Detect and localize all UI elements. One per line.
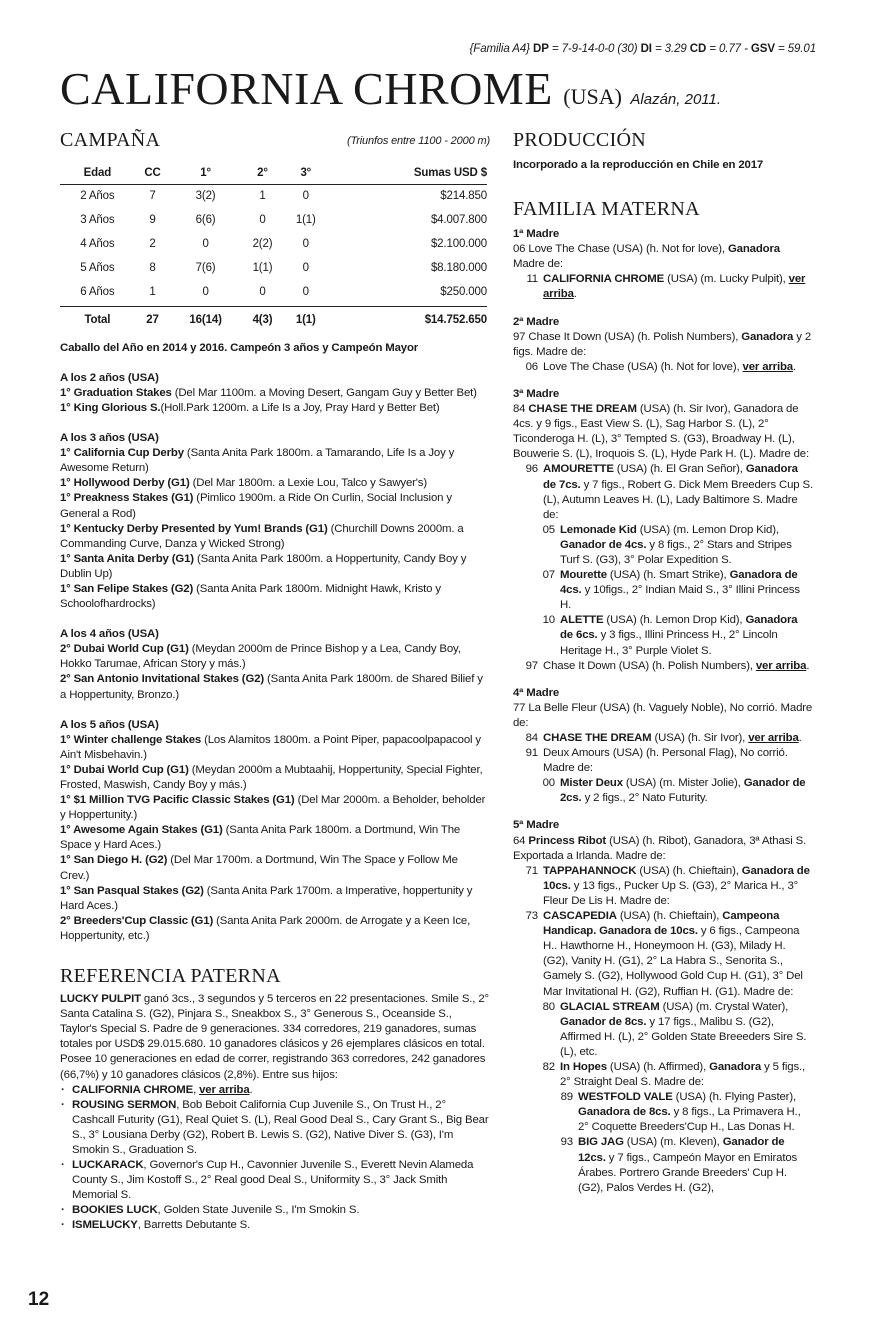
descendant-details: (USA) (h. Flying Paster), bbox=[672, 1091, 796, 1104]
offspring-name: ISMELUCKY bbox=[72, 1219, 138, 1232]
table-cell: 1 bbox=[149, 286, 156, 299]
madre-text: 84 bbox=[513, 403, 529, 416]
race-result bbox=[60, 446, 490, 476]
descendant-line bbox=[513, 864, 813, 909]
descendant-details: y 3 figs., Illini Princess H., 2° Lincoln Heritage H., 3° Purple Violet S. bbox=[560, 629, 778, 657]
descendant-details: . bbox=[798, 732, 802, 744]
race-details: (Santa Anita Park 2000m. de Arrogate y a Keen Ice, Hoppertunity, etc.) bbox=[60, 914, 471, 942]
descendant-line bbox=[513, 776, 813, 806]
race-result bbox=[60, 522, 490, 552]
descendant-line bbox=[513, 1090, 813, 1135]
descendant-name: TAPPAHANNOCK bbox=[543, 864, 637, 877]
madre-line bbox=[513, 257, 813, 272]
madre-text: 77 La Belle Fleur (USA) (h. Vaguely Noble), No corrió. Madre de: bbox=[513, 701, 813, 729]
descendant-details: y 7 figs., Robert G. Dick Mem Breeders Cup S. (L), Autumn Leaves H. (L), Lady Baltimore S. Madre de: bbox=[543, 478, 813, 521]
table-cell: 0 bbox=[202, 286, 209, 299]
table-row bbox=[60, 281, 487, 306]
race-details: (Santa Anita Park 1800m. de Shared Bilief y a Hoppertunity, Bronzo.) bbox=[60, 673, 483, 701]
table-row bbox=[60, 209, 487, 233]
race-details: (Santa Anita Park 1700m. a Imperative, hoppertunity y Hard Aces.) bbox=[60, 884, 473, 912]
table-cell: 1(1) bbox=[252, 262, 273, 275]
table-cell: $250.000 bbox=[440, 286, 487, 299]
table-cell: 0 bbox=[302, 286, 309, 299]
race-details: (Santa Anita Park 1800m. a Dortmund, Win The Space y Hard Aces.) bbox=[60, 824, 461, 852]
familia-materna bbox=[513, 221, 813, 1196]
offspring-list bbox=[60, 1083, 490, 1234]
madre-heading: 3ª Madre bbox=[513, 387, 560, 400]
descendant-name: In Hopes bbox=[560, 1060, 607, 1073]
birth-year: 00 bbox=[542, 777, 555, 790]
col-header: 1° bbox=[170, 162, 241, 185]
descendant-wins: Campeona Handicap. Ganadora de 10cs. bbox=[543, 910, 780, 938]
madre-text: (USA) (h. Sir Ivor), Ganadora de 4cs. y 9 figs., East View S. (L), Sag Harbor S. (L), 2° Ticonderoga H. (L), 3° Tempted S. (G3), Broadway H. (L), Bouwerie S. (L), Iroquois S. (L), Hyde Park H. (L). Madre de: bbox=[513, 403, 809, 461]
familia-label: {Familia A4} bbox=[469, 43, 530, 55]
descendant-text bbox=[555, 1060, 813, 1090]
offspring-name: LUCKARACK bbox=[72, 1159, 144, 1172]
descendant-line bbox=[513, 746, 813, 776]
descendant-line bbox=[513, 462, 813, 522]
descendant-text bbox=[538, 360, 813, 375]
col-header: Sumas USD $ bbox=[327, 162, 487, 185]
offspring-name: BOOKIES LUCK bbox=[72, 1204, 158, 1217]
left-column bbox=[60, 128, 490, 1234]
descendant-line bbox=[513, 1060, 813, 1090]
descendant-details: y 7 figs., Campeón Mayor en Emiratos Árabes. Portrero Grande Breeders' Cup H. (G2), Palos Verdes H. (G2), bbox=[578, 1151, 798, 1194]
table-cell: 2(2) bbox=[252, 238, 273, 251]
descendant-line bbox=[513, 523, 813, 568]
table-cell: 0 bbox=[202, 238, 209, 251]
race-name: 1° Dubai World Cup (G1) bbox=[60, 763, 189, 776]
race-name: 1° San Diego H. (G2) bbox=[60, 854, 168, 867]
descendant-details: (USA) (h. Smart Strike), bbox=[606, 569, 730, 582]
birth-year: 91 bbox=[525, 747, 538, 760]
race-result bbox=[60, 401, 490, 416]
table-cell: $2.100.000 bbox=[430, 238, 487, 251]
birth-year: 71 bbox=[525, 864, 538, 877]
race-details: (Churchill Downs 2000m. a Commanding Curve, Danza y Wicked Strong) bbox=[60, 522, 464, 550]
ver-arriba-link: ver arriba bbox=[543, 273, 806, 301]
offspring-item bbox=[60, 1098, 490, 1158]
birth-year: 05 bbox=[542, 523, 555, 536]
descendant-wins: Ganadora de 10cs. bbox=[543, 864, 810, 892]
horse-name: CALIFORNIA CHROME bbox=[60, 63, 553, 114]
descendant-name: CALIFORNIA CHROME bbox=[543, 273, 665, 286]
descendant-details: . bbox=[792, 360, 796, 373]
birth-year: 84 bbox=[525, 732, 538, 744]
race-result bbox=[60, 733, 490, 763]
race-result bbox=[60, 672, 490, 702]
madre-bold: Ganadora bbox=[741, 330, 794, 343]
madre-heading: 5ª Madre bbox=[513, 819, 560, 832]
table-cell: 8 bbox=[149, 262, 156, 275]
offspring-item bbox=[60, 1218, 490, 1233]
descendant-wins: Ganadora bbox=[709, 1060, 762, 1073]
descendant-details: y 13 figs., Pucker Up S. (G3), 2° Marica H., 3° Fleur De Lis H. Madre de: bbox=[543, 879, 799, 907]
race-result bbox=[60, 386, 490, 401]
table-row bbox=[60, 233, 487, 257]
offspring-details: , Governor's Cup H., Cavonnier Juvenile S., Everett Nevin Alameda County S., Jim Kostoff S., 2° Real good Deal S., Uniformity S., 3° Jack Smith Memorial S. bbox=[72, 1159, 474, 1202]
yearly-results bbox=[60, 356, 490, 944]
birth-year: 93 bbox=[560, 1136, 573, 1149]
descendant-wins: Ganadora de 6cs. bbox=[560, 614, 798, 642]
table-cell: 9 bbox=[149, 214, 156, 227]
offspring-item bbox=[60, 1083, 490, 1098]
race-result bbox=[60, 853, 490, 883]
table-header-row bbox=[60, 162, 487, 185]
descendant-line bbox=[513, 613, 813, 658]
descendant-text bbox=[538, 909, 813, 1000]
spacer bbox=[60, 416, 490, 431]
descendant-details: y 10figs., 2° Indian Maid S., 3° Illini Princess H. bbox=[560, 584, 800, 612]
descendant-details: Deux Amours (USA) (h. Personal Flag), No corrió. Madre de: bbox=[543, 747, 788, 775]
table-row bbox=[60, 257, 487, 281]
col-header: CC bbox=[135, 162, 171, 185]
descendant-details: y 8 figs., 2° Stars and Stripes Turf S. (G3), 3° Polar Expedition S. bbox=[560, 538, 792, 566]
madre-line bbox=[513, 330, 813, 360]
total-row bbox=[60, 306, 487, 333]
race-result bbox=[60, 823, 490, 853]
descendant-text bbox=[538, 731, 813, 746]
descendant-details: Chase It Down (USA) (h. Polish Numbers), bbox=[543, 659, 756, 672]
descendant-name: BIG JAG bbox=[578, 1136, 624, 1149]
madre-line bbox=[513, 834, 813, 864]
ver-arriba-link: ver arriba bbox=[748, 732, 799, 744]
race-name: 1° King Glorious S. bbox=[60, 401, 161, 414]
dp-label: DP bbox=[533, 43, 549, 55]
madre-line bbox=[513, 701, 813, 731]
descendant-details: y 5 figs., 2° Straight Deal S. Madre de: bbox=[560, 1060, 806, 1089]
descendant-details: (USA) (m. Kleven), bbox=[623, 1136, 723, 1149]
table-cell: 2 Años bbox=[80, 190, 115, 203]
race-name: 1° Preakness Stakes (G1) bbox=[60, 492, 194, 505]
produccion-heading: PRODUCCIÓN bbox=[513, 129, 647, 151]
spacer bbox=[60, 703, 490, 718]
descendant-name: CASCAPEDIA bbox=[543, 910, 617, 923]
race-name: 2° Dubai World Cup (G1) bbox=[60, 643, 189, 656]
offspring-details: , bbox=[193, 1083, 200, 1096]
race-details: (Santa Anita Park 1800m. a Hoppertunity, Candy Boy y Dublin Up) bbox=[60, 552, 467, 580]
familia-heading: FAMILIA MATERNA bbox=[513, 198, 700, 221]
descendant-details: (USA) (h. Lemon Drop Kid), bbox=[603, 614, 746, 627]
col-header: 3° bbox=[284, 162, 327, 185]
right-column bbox=[513, 128, 813, 1196]
birth-year: 82 bbox=[542, 1060, 555, 1073]
descendant-details: (USA) (m. Lucky Pulpit), bbox=[664, 273, 789, 286]
race-name: 1° San Pasqual Stakes (G2) bbox=[60, 884, 204, 897]
table-cell: 1(1) bbox=[284, 306, 327, 333]
madre-text: 64 bbox=[513, 834, 529, 847]
descendant-name: CHASE THE DREAM bbox=[543, 732, 652, 744]
race-name: 1° California Cup Derby bbox=[60, 447, 184, 460]
table-cell: 0 bbox=[259, 286, 266, 299]
spacer bbox=[60, 356, 490, 371]
table-cell: $4.007.800 bbox=[430, 214, 487, 227]
spacer bbox=[513, 303, 813, 315]
descendant-name: AMOURETTE bbox=[543, 463, 614, 476]
table-cell: 6 Años bbox=[80, 286, 115, 299]
descendant-wins: Ganador de 12cs. bbox=[578, 1136, 785, 1164]
descendant-details: . bbox=[806, 659, 810, 672]
descendant-name: GLACIAL STREAM bbox=[560, 1000, 660, 1013]
table-cell: 7 bbox=[149, 190, 156, 203]
madre-text: y 2 figs. Madre de: bbox=[513, 330, 812, 358]
race-name: 1° Kentucky Derby Presented by Yum! Brands (G1) bbox=[60, 522, 328, 535]
race-name: 1° $1 Million TVG Pacific Classic Stakes (G1) bbox=[60, 794, 295, 807]
title-row bbox=[60, 62, 721, 115]
race-result bbox=[60, 884, 490, 914]
madre-bold: CHASE THE DREAM bbox=[528, 403, 637, 416]
race-details: (Del Mar 1100m. a Moving Desert, Gangam Guy y Better Bet) bbox=[171, 386, 477, 399]
table-row bbox=[60, 185, 487, 210]
sire-paragraph bbox=[60, 992, 490, 1083]
descendant-text bbox=[538, 659, 813, 674]
race-result bbox=[60, 476, 490, 491]
birth-year: 07 bbox=[542, 569, 555, 582]
table-cell: 0 bbox=[302, 190, 309, 203]
birth-year: 73 bbox=[525, 910, 538, 923]
descendant-wins: Ganadora de 8cs. bbox=[578, 1106, 671, 1119]
madre-text: 06 Love The Chase (USA) (h. Not for love), bbox=[513, 243, 728, 256]
career-summary: Caballo del Año en 2014 y 2016. Campeón 3 años y Campeón Mayor bbox=[60, 341, 419, 354]
madre-text: (USA) (h. Ribot), Ganadora, 3ª Athasi S. Exportada a Irlanda. Madre de: bbox=[513, 834, 807, 862]
madre-line bbox=[513, 402, 813, 462]
table-cell: Total bbox=[60, 306, 135, 333]
race-name: 1° Graduation Stakes bbox=[60, 386, 172, 399]
table-cell: 0 bbox=[302, 238, 309, 251]
descendant-details: Love The Chase (USA) (h. Not for love), bbox=[543, 360, 743, 373]
campana-note: (Triunfos entre 1100 - 2000 m) bbox=[346, 134, 490, 147]
madre-line bbox=[513, 242, 813, 257]
table-cell: $214.850 bbox=[440, 190, 487, 203]
descendant-line bbox=[513, 272, 813, 302]
race-details: (Pimlico 1900m. a Ride On Curlin, Social Inclusion y General a Rod) bbox=[60, 492, 452, 520]
cd-label: CD bbox=[689, 43, 707, 55]
year-heading: A los 3 años (USA) bbox=[60, 432, 159, 445]
descendant-details: (USA) (m. Lemon Drop Kid), bbox=[636, 523, 779, 536]
spacer bbox=[513, 375, 813, 387]
madre-bold: Ganadora bbox=[727, 243, 780, 256]
descendant-text bbox=[538, 864, 813, 909]
year-heading: A los 2 años (USA) bbox=[60, 371, 159, 384]
descendant-line bbox=[513, 909, 813, 1000]
race-details: (Meydan 2000m a Mubtaahij, Hoppertunity, Special Fighter, Frosted, Maswish, Candy Boy y más.) bbox=[60, 763, 483, 791]
table-cell: 6(6) bbox=[195, 214, 216, 227]
race-result bbox=[60, 793, 490, 823]
race-details: (Meydan 2000m de Prince Bishop y a Lea, Candy Boy, Hokko Tarumae, African Story y más.) bbox=[60, 643, 461, 671]
birth-year: 96 bbox=[525, 463, 538, 476]
descendant-wins: Ganadora de 4cs. bbox=[560, 569, 798, 597]
page-number: 12 bbox=[28, 1289, 50, 1310]
madre-heading: 2ª Madre bbox=[513, 315, 560, 328]
race-details: (Del Mar 1700m. a Dortmund, Win The Space y Follow Me Crev.) bbox=[60, 854, 458, 882]
race-name: 1° Hollywood Derby (G1) bbox=[60, 477, 190, 490]
descendant-text bbox=[538, 272, 813, 302]
descendant-details: (USA) (m. Mister Jolie), bbox=[622, 777, 744, 790]
descendant-name: WESTFOLD VALE bbox=[578, 1091, 673, 1104]
race-details: (Los Alamitos 1800m. a Point Piper, papacoolpapacool y Ain't Misbehavin.) bbox=[60, 733, 481, 761]
birth-year: 10 bbox=[542, 614, 555, 627]
horse-description: Alazán, 2011. bbox=[630, 91, 722, 108]
descendant-details: (USA) (h. Affirmed), bbox=[606, 1060, 710, 1073]
race-result bbox=[60, 763, 490, 793]
descendant-details: y 6 figs., Campeona H.. Hawthorne H., Honeymoon H. (G3), Milady H. (G2), Vanity H. (G1), 2° La Habra S., Senorita S., Gamely S. (G2), Hollywood Gold Cup H. (G1), 3° Del Mar Invitational H. (G2), Ruffian H. (G1). Madre de: bbox=[543, 925, 803, 998]
descendant-details: . bbox=[573, 288, 577, 301]
race-name: 1° Awesome Again Stakes (G1) bbox=[60, 824, 223, 837]
spacer bbox=[60, 612, 490, 627]
descendant-line bbox=[513, 360, 813, 375]
race-name: 1° Santa Anita Derby (G1) bbox=[60, 552, 194, 565]
descendant-details: (USA) (h. El Gran Señor), bbox=[613, 463, 746, 476]
table-cell: 2 bbox=[149, 238, 156, 251]
offspring-item bbox=[60, 1158, 490, 1203]
birth-year: 11 bbox=[526, 273, 538, 286]
descendant-text bbox=[573, 1135, 813, 1195]
table-cell: 7(6) bbox=[195, 262, 216, 275]
race-name: 1° San Felipe Stakes (G2) bbox=[60, 582, 194, 595]
descendant-text bbox=[555, 568, 813, 613]
referencia-heading: REFERENCIA PATERNA bbox=[60, 965, 281, 988]
descendant-details: (USA) (h. Sir Ivor), bbox=[651, 732, 749, 744]
table-cell: $14.752.650 bbox=[327, 306, 487, 333]
table-cell: $8.180.000 bbox=[430, 262, 487, 275]
descendant-wins: Ganador de 2cs. bbox=[560, 777, 806, 805]
race-name: 2° San Antonio Invitational Stakes (G2) bbox=[60, 673, 264, 686]
offspring-details: , Barretts Debutante S. bbox=[137, 1219, 251, 1232]
offspring-details: , Bob Beboit California Cup Juvenile S., On Trust H., 2° Cashcall Futurity (G1), Real Quiet S. (L), Real Good Deal S., Cary Grant S., Big Bear S., 3° Lousiana Derby (G2), Robert B. Lewis S. (G2), Native Diver S. (G3), I'm Smokin S., Graduation S. bbox=[72, 1098, 489, 1156]
gsv-label: GSV bbox=[750, 43, 775, 55]
descendant-text bbox=[538, 462, 813, 522]
sire-text: ganó 3cs., 3 segundos y 5 terceros en 22 presentaciones. Smile S., 2° Santa Catalina S. (G2), Pinjara S., Sneakbox S., 3° Generous S., Oceanside S., Taylor's Special S. Padre de 9 generaciones. 334 corredores, 219 ganadores, sumas totales por USD$ 29.015.680. 10 ganadores clásicos y 26 ejemplares clásicos en total. Posee 10 generaciones en edad de correr, registrando 363 corredores, 242 ganadores (66,7%) y 10 ganadores clásicos (2,8%). Entre sus hijos: bbox=[60, 993, 489, 1081]
race-details: (Del Mar 2000m. a Beholder, beholder y Hoppertunity.) bbox=[60, 794, 486, 822]
descendant-wins: Ganador de 8cs. bbox=[560, 1015, 647, 1028]
descendant-line bbox=[513, 568, 813, 613]
table-cell: 27 bbox=[135, 306, 171, 333]
table-cell: 4 Años bbox=[80, 238, 115, 251]
table-cell: 1(1) bbox=[295, 214, 316, 227]
table-cell: 0 bbox=[302, 262, 309, 275]
sire-name: LUCKY PULPIT bbox=[60, 993, 141, 1006]
madre-text: 97 Chase It Down (USA) (h. Polish Numbers), bbox=[513, 330, 742, 343]
produccion-text: Incorporado a la reproducción en Chile en 2017 bbox=[513, 159, 764, 171]
madre-text: Madre de: bbox=[513, 258, 563, 271]
madre-heading: 1ª Madre bbox=[513, 228, 560, 241]
race-details: (Santa Anita Park 1800m. a Tamarando, Life Is a Joy y Awesome Return) bbox=[60, 447, 455, 475]
race-result bbox=[60, 491, 490, 521]
gsv-value: = 59.01 bbox=[774, 43, 816, 55]
offspring-item bbox=[60, 1203, 490, 1218]
table-cell: 3(2) bbox=[195, 190, 216, 203]
race-details: (Santa Anita Park 1800m. Midnight Hawk, Kristo y Schoolofhardrocks) bbox=[60, 582, 441, 611]
descendant-details: y 17 figs., Malibu S. (G2), Affirmed H. (L), 2° Golden State Breeeders Sire S. (L), etc. bbox=[560, 1015, 807, 1058]
descendant-line bbox=[513, 1000, 813, 1060]
offspring-details: , Golden State Juvenile S., I'm Smokin S. bbox=[157, 1204, 360, 1217]
descendant-text bbox=[555, 776, 813, 806]
birth-year: 06 bbox=[525, 360, 538, 373]
campana-table bbox=[60, 162, 487, 333]
birth-year: 89 bbox=[560, 1091, 573, 1104]
offspring-name: CALIFORNIA CHROME bbox=[72, 1083, 194, 1096]
di-label: DI bbox=[640, 43, 652, 55]
descendant-text bbox=[538, 746, 813, 776]
descendant-wins: Ganador de 4cs. bbox=[560, 538, 647, 551]
dp-value: = 7-9-14-0-0 (30) bbox=[548, 43, 641, 55]
ver-arriba-link: ver arriba bbox=[742, 360, 793, 373]
race-name: 2° Breeders'Cup Classic (G1) bbox=[60, 914, 214, 927]
race-details: (Del Mar 1800m. a Lexie Lou, Talco y Sawyer's) bbox=[189, 477, 427, 490]
table-cell: 0 bbox=[259, 214, 266, 227]
madre-heading: 4ª Madre bbox=[513, 686, 560, 699]
descendant-name: Mourette bbox=[560, 569, 607, 582]
descendant-name: Lemonade Kid bbox=[560, 523, 637, 536]
punct: . bbox=[249, 1083, 253, 1096]
descendant-name: Mister Deux bbox=[560, 777, 623, 790]
birth-year: 97 bbox=[525, 659, 538, 672]
year-heading: A los 5 años (USA) bbox=[60, 718, 159, 731]
descendant-details: (USA) (m. Crystal Water), bbox=[659, 1000, 789, 1013]
descendant-line bbox=[513, 731, 813, 746]
race-result bbox=[60, 642, 490, 672]
table-cell: 4(3) bbox=[241, 306, 284, 333]
table-cell: 1 bbox=[259, 190, 266, 203]
year-heading: A los 4 años (USA) bbox=[60, 628, 159, 641]
race-details: (Holl.Park 1200m. a Life Is a Joy, Pray Hard y Better Bet) bbox=[160, 401, 440, 414]
descendant-details: y 8 figs., La Primavera H., 2° Coquette Breeders'Cup H., Las Donas H. bbox=[578, 1106, 801, 1134]
descendant-details: (USA) (h. Chieftain), bbox=[636, 864, 742, 877]
table-cell: 3 Años bbox=[80, 214, 115, 227]
race-result bbox=[60, 552, 490, 582]
ver-arriba-link: ver arriba bbox=[755, 659, 807, 672]
descendant-text bbox=[555, 1000, 813, 1060]
descendant-text bbox=[573, 1090, 813, 1135]
descendant-line bbox=[513, 1135, 813, 1195]
descendant-text bbox=[555, 613, 813, 658]
horse-country: (USA) bbox=[563, 84, 622, 109]
campana-heading: CAMPAÑA bbox=[60, 129, 161, 151]
race-result bbox=[60, 914, 490, 944]
spacer bbox=[513, 674, 813, 686]
table-cell: 16(14) bbox=[170, 306, 241, 333]
descendant-name: ALETTE bbox=[560, 614, 604, 627]
birth-year: 80 bbox=[542, 1000, 555, 1013]
descendant-details: (USA) (h. Chieftain), bbox=[616, 910, 723, 923]
spacer bbox=[513, 806, 813, 818]
header-metadata bbox=[470, 43, 816, 55]
ver-arriba-link: ver arriba bbox=[199, 1083, 250, 1096]
madre-bold: Princess Ribot bbox=[528, 834, 607, 847]
table-cell: 5 Años bbox=[80, 262, 115, 275]
col-header: 2° bbox=[241, 162, 284, 185]
col-header: Edad bbox=[60, 162, 135, 185]
offspring-name: ROUSING SERMON bbox=[72, 1098, 177, 1111]
descendant-text bbox=[555, 523, 813, 568]
descendant-details: y 2 figs., 2° Nato Futurity. bbox=[581, 792, 708, 805]
race-result bbox=[60, 582, 490, 612]
cd-value: = 0.77 - bbox=[706, 43, 751, 55]
di-value: = 3.29 bbox=[651, 43, 690, 55]
descendant-line bbox=[513, 659, 813, 674]
race-name: 1° Winter challenge Stakes bbox=[60, 733, 202, 746]
descendant-wins: Ganadora de 7cs. bbox=[543, 463, 798, 491]
